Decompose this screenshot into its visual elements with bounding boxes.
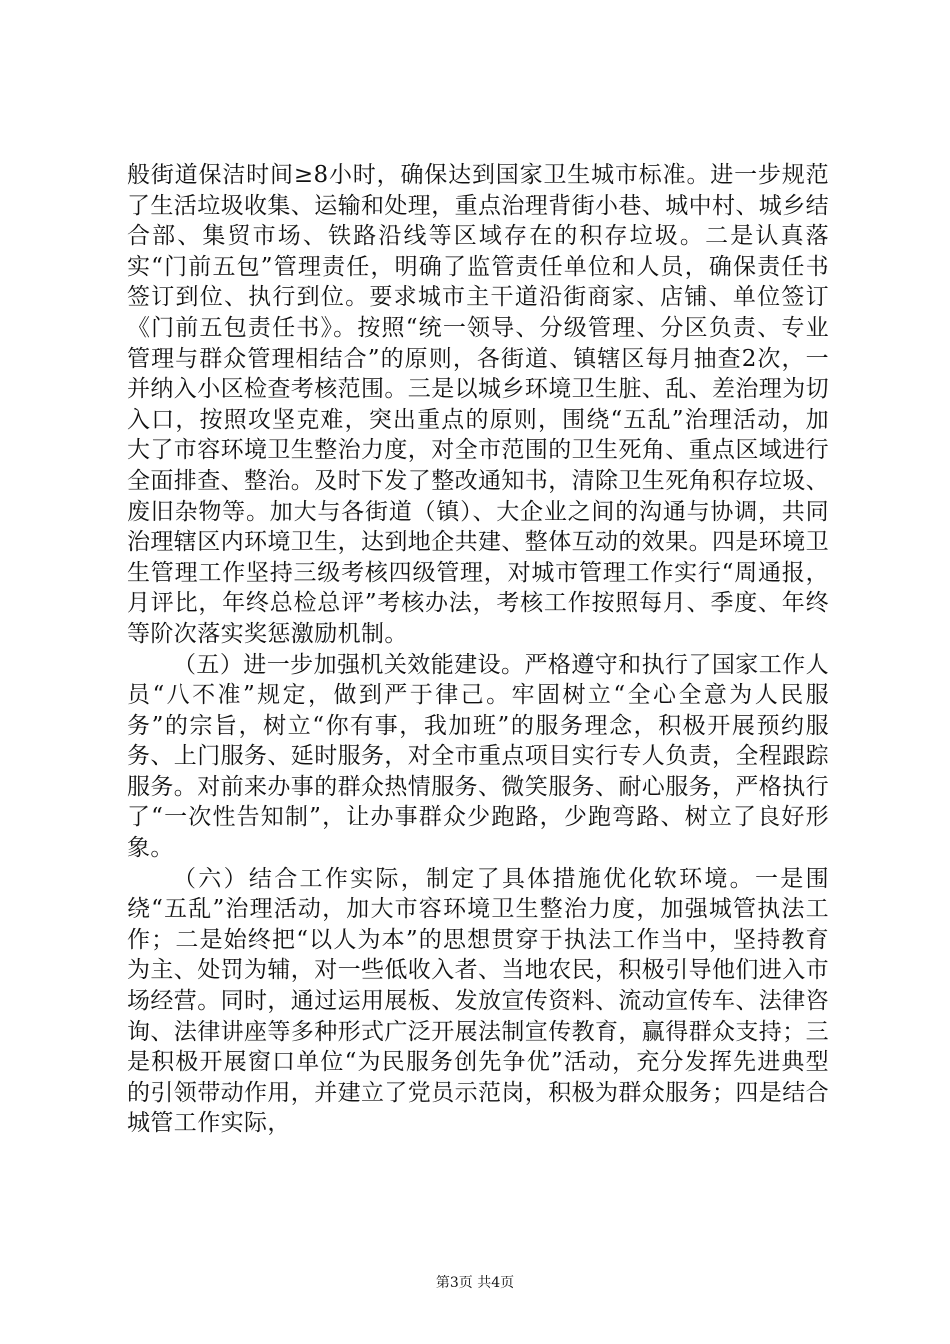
document-body (127, 160, 829, 1139)
page-footer: 第3页 共4页 (435, 1275, 515, 1291)
paragraph-continued: 般街道保洁时间≥8小时，确保达到国家卫生城市标准。进一步规范了生活垃圾收集、运输和处理，重点治理背街小巷、城中村、城乡结合部、集贸市场、铁路沿线等区域存在的积存垃圾。二是认真落实“门前五包”管理责任，明确了监管责任单位和人员，确保责任书签订到位、执行到位。要求城市主干道沿街商家、店铺、单位签订《门前五包责任书》。按照“统一领导、分级管理、分区负责、专业管理与群众管理相结合”的原则，各街道、镇辖区每月抽查2次，一并纳入小区检查考核范围。三是以城乡环境卫生脏、乱、差治理为切入口，按照攻坚克难，突出重点的原则，围绕“五乱”治理活动，加大了市容环境卫生整治力度，对全市范围的卫生死角、重点区域进行全面排查、整治。及时下发了整改通知书，清除卫生死角积存垃圾、废旧杂物等。加大与各街道（镇）、大企业之间的沟通与协调，共同治理辖区内环境卫生，达到地企共建、整体互动的效果。四是环境卫生管理工作坚持三级考核四级管理，对城市管理工作实行“周通报，月评比，年终总检总评”考核办法，考核工作按照每月、季度、年终等阶次落实奖惩激励机制。 (127, 162, 829, 647)
paragraph-section-five: （五）进一步加强机关效能建设。严格遵守和执行了国家工作人员“八不准”规定，做到严于律己。牢固树立“全心全意为人民服务”的宗旨，树立“你有事，我加班”的服务理念，积极开展预约服务、上门服务、延时服务，对全市重点项目实行专人负责，全程跟踪服务。对前来办事的群众热情服务、微笑服务、耐心服务，严格执行了“一次性告知制”，让办事群众少跑路，少跑弯路、树立了良好形象。 (127, 651, 829, 862)
paragraph-section-six: （六）结合工作实际，制定了具体措施优化软环境。一是围绕“五乱”治理活动，加大市容环境卫生整治力度，加强城管执法工作；二是始终把“以人为本”的思想贯穿于执法工作当中，坚持教育为主、处罚为辅，对一些低收入者、当地农民，积极引导他们进入市场经营。同时，通过运用展板、发放宣传资料、流动宣传车、法律咨询、法律讲座等多种形式广泛开展法制宣传教育，赢得群众支持；三是积极开展窗口单位“为民服务创先争优”活动，充分发挥先进典型的引领带动作用，并建立了党员示范岗，积极为群众服务；四是结合城管工作实际， (127, 865, 829, 1137)
